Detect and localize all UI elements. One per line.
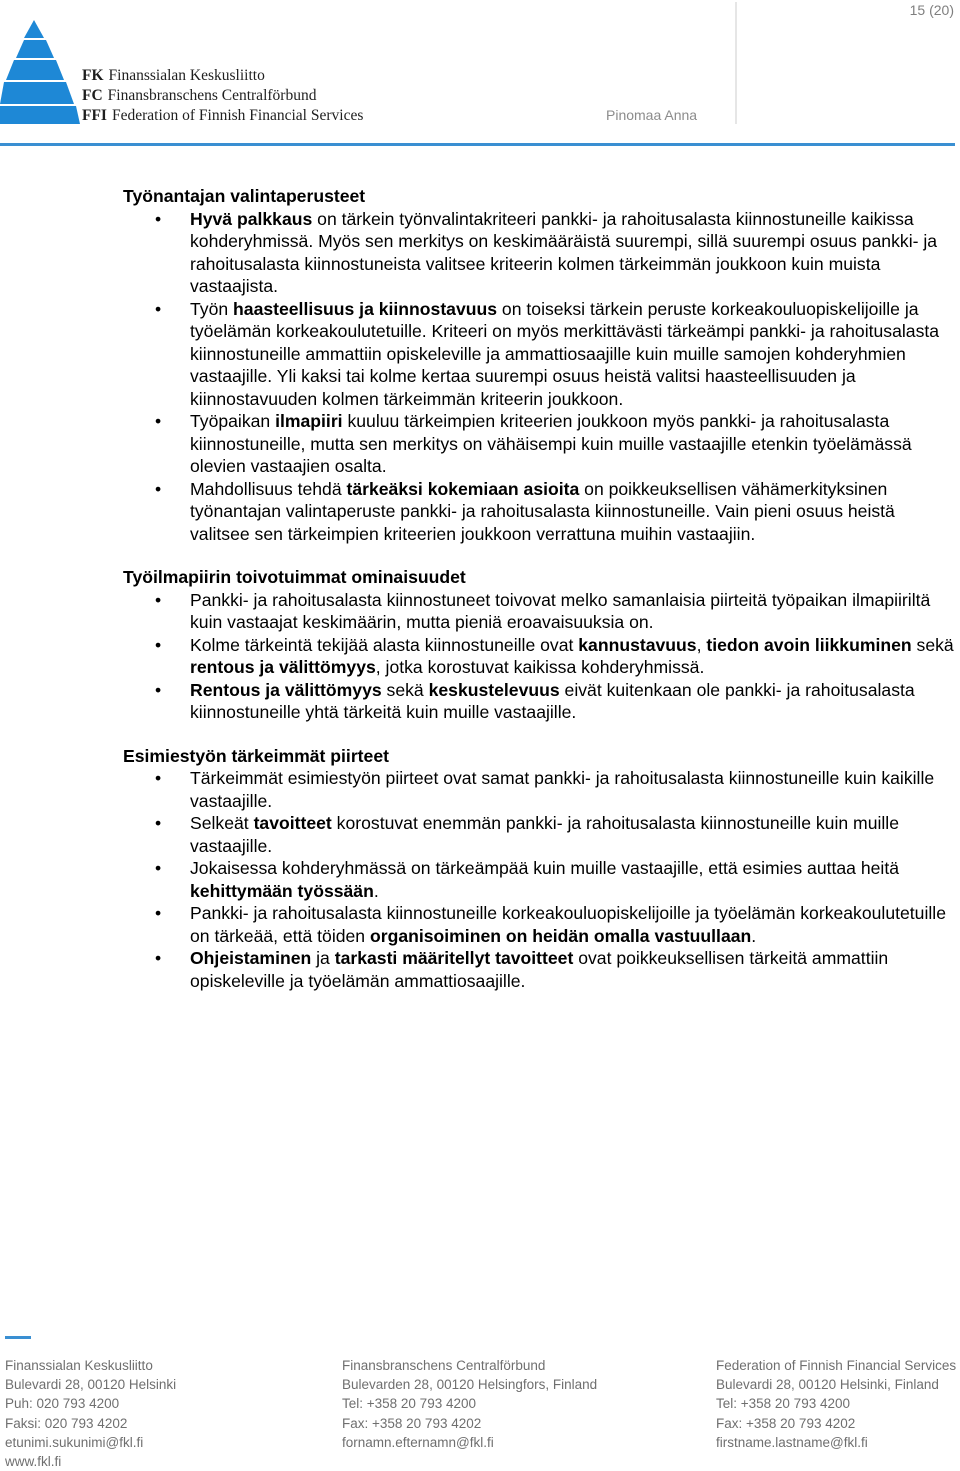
footer-line: Bulevardi 28, 00120 Helsinki (5, 1377, 177, 1393)
footer-column-fi (5, 1356, 176, 1471)
bullet-icon: • (155, 679, 162, 700)
footer-line: fornamn.efternamn@fkl.fi (342, 1434, 494, 1450)
emphasis-text: tiedon avoin liikkuminen (706, 634, 912, 655)
logo-text (82, 66, 363, 126)
list-item (123, 410, 958, 478)
header-divider (735, 2, 737, 124)
body-text: Tärkeimmät esimiestyön piirteet ovat samat pankki- ja rahoitusalasta kiinnostuneille kuin kaikille vastaajille. (190, 768, 935, 811)
logo-line: FFI Federation of Finnish Financial Services (82, 107, 364, 124)
list-item (123, 634, 958, 679)
emphasis-text: tavoitteet (253, 813, 332, 833)
emphasis-text: organisoiminen on heidän omalla vastuullaan (369, 925, 752, 946)
footer-line: Fax: +358 20 793 4202 (716, 1415, 856, 1431)
emphasis-text: ilmapiiri (275, 411, 343, 431)
list-item (123, 679, 958, 724)
bullet-list (123, 208, 958, 546)
footer-line: etunimi.sukunimi@fkl.fi (5, 1434, 144, 1450)
body-text: Selkeät (190, 813, 254, 833)
bullet-icon: • (155, 298, 162, 319)
emphasis-text: Rentous ja välittömyys (190, 679, 382, 700)
body-text: sekä (381, 679, 429, 700)
footer-line: firstname.lastname@fkl.fi (716, 1434, 868, 1450)
footer-line: Tel: +358 20 793 4200 (716, 1396, 850, 1412)
bullet-list (123, 589, 958, 724)
list-item (123, 478, 958, 546)
header-rule (0, 143, 955, 146)
footer-line: Finansbranschens Centralförbund (342, 1358, 546, 1373)
emphasis-text: Hyvä palkkaus (190, 208, 313, 229)
page-number: 15 (20) (909, 2, 954, 18)
emphasis-text: kehittymään työssään (190, 880, 374, 901)
list-item (123, 767, 958, 812)
bullet-icon: • (155, 903, 162, 923)
body-text: eivät kuitenkaan ole pankki- ja rahoitusalasta kiinnostuneille yhtä tärkeitä kuin muille vastaajille. (190, 679, 915, 722)
list-item (123, 589, 958, 634)
body-text: , (696, 634, 707, 655)
section-heading: Esimiestyön tärkeimmät piirteet (123, 745, 389, 766)
list-item (123, 902, 958, 947)
body-text: on tärkein työnvalintakriteeri pankki- ja rahoitusalasta kiinnostuneille kaikissa kohderyhmissä. Myös sen merkitys on keskimääräistä suurempi, sillä suurempi osuus pankki- ja rahoitusalasta kiinnostuneista valitsee kriteerin kolmen tärkeimmän joukkoon kuin muista vastaajista. (190, 208, 938, 296)
emphasis-text: rentous ja välittömyys (190, 657, 376, 677)
footer-line: Faksi: 020 793 4202 (5, 1415, 128, 1431)
bullet-icon: • (155, 858, 162, 878)
emphasis-text: tarkasti määritellyt tavoitteet (334, 948, 574, 968)
body-text: . (373, 880, 379, 901)
section-tyoilmapiiri (123, 566, 958, 724)
bullet-list (123, 767, 958, 992)
body-text: Työn (190, 298, 234, 319)
emphasis-text: haasteellisuus ja kiinnostavuus (233, 298, 498, 319)
body-text: sekä (911, 634, 954, 655)
emphasis-text: tärkeäksi kokemiaan asioita (346, 478, 580, 499)
body-text: Jokaisessa kohderyhmässä on tärkeämpää kuin muille vastaajille, että esimies auttaa heitä (190, 858, 900, 878)
list-item (123, 947, 958, 992)
body-text: Pankki- ja rahoitusalasta kiinnostuneet toivovat melko samanlaisia piirteitä työpaikan ilmapiiriltä kuin vastaajat keskimäärin, mutta pieniä eroavaisuuksia on. (190, 589, 931, 632)
body-text: Pankki- ja rahoitusalasta kiinnostuneille korkeakouluopiskelijoille ja työelämän korkeakoulutetuille on tärkeää, että töiden (190, 903, 946, 946)
emphasis-text: Ohjeistaminen (190, 948, 312, 968)
logo-line: FK Finanssialan Keskusliitto (82, 67, 265, 84)
footer-line: Federation of Finnish Financial Services (716, 1358, 957, 1373)
document-body (123, 185, 958, 1013)
footer-accent (5, 1336, 31, 1339)
bullet-icon: • (155, 208, 162, 229)
list-item (123, 208, 958, 298)
body-text: ja (311, 948, 335, 968)
bullet-icon: • (155, 411, 162, 431)
body-text: on poikkeuksellisen vähämerkityksinen työnantajan valintaperuste pankki- ja rahoitusalasta kiinnostuneille. Vain pieni osuus heistä valitsee sen tärkeimpien kriteerien joukkoon verrattuna muihin vastaajiin. (190, 478, 895, 544)
footer-line: Bulevarden 28, 00120 Helsingfors, Finland (342, 1377, 598, 1393)
body-text: . (751, 925, 757, 946)
footer-line: Fax: +358 20 793 4202 (342, 1415, 482, 1431)
body-text: on toiseksi tärkein peruste korkeakouluopiskelijoille ja työelämän korkeakoulutetuille. Kriteeri on myös merkittävästi tärkeämpi pankki- ja rahoitusalasta kiinnostuneille ammattiin opiskeleville ja ammattiosaajille kuin muille samojen kohderyhmien vastaajille. Yli kaksi tai kolme kertaa suurempi osuus heistä valitsi haasteellisuuden ja kiinnostavuuden kolmen tärkeimmän kriteerin joukkoon. (190, 298, 940, 409)
section-esimiestyo (123, 745, 958, 993)
footer-line: Tel: +358 20 793 4200 (342, 1396, 476, 1412)
list-item (123, 812, 958, 857)
bullet-icon: • (155, 589, 162, 610)
section-heading: Työilmapiirin toivotuimmat ominaisuudet (123, 567, 466, 587)
section-heading: Työnantajan valintaperusteet (123, 186, 366, 206)
body-text: , jotka korostuvat kaikissa kohderyhmissä. (375, 657, 705, 677)
section-valintaperusteet (123, 185, 958, 545)
emphasis-text: keskustelevuus (428, 679, 560, 700)
logo-line: FC Finansbranschens Centralförbund (82, 87, 317, 104)
footer-column-en (716, 1356, 956, 1452)
footer-line: Puh: 020 793 4200 (5, 1396, 120, 1412)
footer-column-sv (342, 1356, 597, 1452)
footer-line: www.fkl.fi (5, 1454, 62, 1470)
author-name: Pinomaa Anna (606, 107, 698, 123)
bullet-icon: • (155, 478, 162, 499)
body-text: Työpaikan (190, 411, 276, 431)
footer-line: Finanssialan Keskusliitto (5, 1358, 153, 1373)
bullet-icon: • (155, 948, 162, 968)
list-item (123, 298, 958, 411)
bullet-icon: • (155, 768, 162, 788)
bullet-icon: • (155, 634, 162, 655)
bullet-icon: • (155, 813, 162, 833)
body-text: Mahdollisuus tehdä (190, 478, 347, 499)
footer-line: Bulevardi 28, 00120 Helsinki, Finland (716, 1377, 939, 1393)
body-text: ovat poikkeuksellisen tärkeitä ammattiin opiskeleville ja työelämän ammattiosaajille. (190, 948, 889, 991)
list-item (123, 857, 958, 902)
fk-logo-icon (0, 18, 80, 126)
body-text: kuuluu tärkeimpien kriteerien joukkoon myös pankki- ja rahoitusalasta kiinnostuneille, mutta sen merkitys on vähäisempi kuin muille vastaajille etenkin työelämässä olevien vastaajien osalta. (190, 411, 912, 476)
body-text: korostuvat enemmän pankki- ja rahoitusalasta kiinnostuneille kuin muille vastaajille. (190, 813, 899, 856)
body-text: Kolme tärkeintä tekijää alasta kiinnostuneille ovat (190, 634, 579, 655)
emphasis-text: kannustavuus (578, 634, 697, 655)
